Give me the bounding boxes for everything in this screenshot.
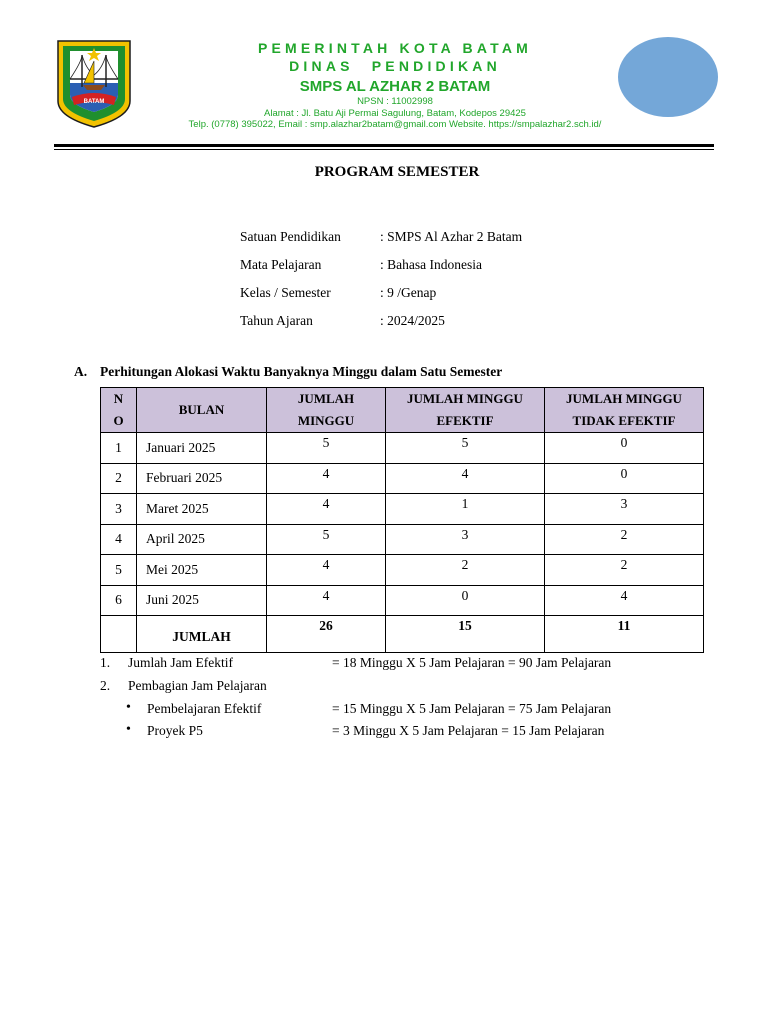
letterhead-department: DINAS PENDIDIKAN xyxy=(289,58,501,74)
cell-tidak-efektif: 2 xyxy=(545,555,704,586)
table-row xyxy=(101,524,704,555)
letterhead-divider-thick xyxy=(54,144,714,147)
table-row xyxy=(101,494,704,525)
cell-jumlah: 4 xyxy=(267,463,386,494)
cell-tidak-efektif: 3 xyxy=(545,494,704,525)
table-row xyxy=(101,585,704,616)
bullet-icon: • xyxy=(126,700,131,715)
section-heading xyxy=(74,364,502,380)
header-no: N O xyxy=(101,388,137,433)
letterhead-contact: Telp. (0778) 395022, Email : smp.alazhar2batam@gmail.com Website. https://smpalazhar2.sch.id/ xyxy=(188,119,602,130)
list-text-proyek-p5: Proyek P5 xyxy=(147,723,203,738)
cell-efektif: 1 xyxy=(386,494,545,525)
info-label-education-unit: Satuan Pendidikan xyxy=(240,229,341,244)
cell-total-jumlah: 26 xyxy=(267,616,386,653)
cell-bulan: Mei 2025 xyxy=(137,555,267,586)
info-value-class-semester: : 9 /Genap xyxy=(380,285,437,300)
cell-bulan: Juni 2025 xyxy=(137,585,267,616)
document-title: PROGRAM SEMESTER xyxy=(314,164,480,180)
cell-jumlah: 5 xyxy=(267,433,386,464)
cell-tidak-efektif: 0 xyxy=(545,463,704,494)
batam-city-emblem-icon xyxy=(56,39,132,129)
cell-total-tidak-efektif: 11 xyxy=(545,616,704,653)
table-header-row xyxy=(101,388,704,433)
cell-bulan: Maret 2025 xyxy=(137,494,267,525)
cell-total-empty xyxy=(101,616,137,653)
cell-total-label: JUMLAH xyxy=(137,616,267,653)
info-value-academic-year: : 2024/2025 xyxy=(380,313,445,328)
cell-tidak-efektif: 4 xyxy=(545,585,704,616)
cell-tidak-efektif: 0 xyxy=(545,433,704,464)
cell-no: 1 xyxy=(101,433,137,464)
section-title: Perhitungan Alokasi Waktu Banyaknya Minggu dalam Satu Semester xyxy=(100,364,503,379)
list-number-1: 1. xyxy=(100,655,111,670)
table-row xyxy=(101,463,704,494)
letterhead-school-name: SMPS AL AZHAR 2 BATAM xyxy=(299,78,491,95)
cell-efektif: 4 xyxy=(386,463,545,494)
cell-jumlah: 5 xyxy=(267,524,386,555)
letterhead-npsn: NPSN : 11002998 xyxy=(357,96,433,107)
cell-no: 3 xyxy=(101,494,137,525)
list-value-proyek-p5: = 3 Minggu X 5 Jam Pelajaran = 15 Jam Pelajaran xyxy=(332,723,605,738)
cell-efektif: 5 xyxy=(386,433,545,464)
cell-tidak-efektif: 2 xyxy=(545,524,704,555)
cell-bulan: April 2025 xyxy=(137,524,267,555)
cell-total-efektif: 15 xyxy=(386,616,545,653)
table-total-row xyxy=(101,616,704,653)
list-text-pembelajaran-efektif: Pembelajaran Efektif xyxy=(147,701,262,716)
list-value-jam-efektif: = 18 Minggu X 5 Jam Pelajaran = 90 Jam Pelajaran xyxy=(332,655,612,670)
cell-efektif: 2 xyxy=(386,555,545,586)
cell-jumlah: 4 xyxy=(267,494,386,525)
cell-bulan: Januari 2025 xyxy=(137,433,267,464)
table-row xyxy=(101,555,704,586)
info-label-subject: Mata Pelajaran xyxy=(240,257,322,272)
cell-no: 6 xyxy=(101,585,137,616)
table-row xyxy=(101,433,704,464)
header-minggu-tidak-efektif: JUMLAH MINGGU TIDAK EFEKTIF xyxy=(545,388,704,433)
info-label-academic-year: Tahun Ajaran xyxy=(240,313,313,328)
bullet-icon: • xyxy=(126,722,131,737)
cell-efektif: 0 xyxy=(386,585,545,616)
letterhead-government: PEMERINTAH KOTA BATAM xyxy=(257,40,533,56)
info-value-education-unit: : SMPS Al Azhar 2 Batam xyxy=(380,229,523,244)
header-bulan: BULAN xyxy=(137,388,267,433)
list-text-jam-efektif: Jumlah Jam Efektif xyxy=(128,655,233,670)
list-number-2: 2. xyxy=(100,678,111,693)
header-jumlah-minggu: JUMLAH MINGGU xyxy=(267,388,386,433)
cell-no: 2 xyxy=(101,463,137,494)
cell-no: 5 xyxy=(101,555,137,586)
cell-bulan: Februari 2025 xyxy=(137,463,267,494)
header-minggu-efektif: JUMLAH MINGGU EFEKTIF xyxy=(386,388,545,433)
logo-text: BATAM xyxy=(83,99,105,105)
letterhead-address: Alamat : Jl. Batu Aji Permai Sagulung, Batam, Kodepos 29425 xyxy=(264,108,526,119)
info-label-class-semester: Kelas / Semester xyxy=(240,285,331,300)
list-text-pembagian: Pembagian Jam Pelajaran xyxy=(128,678,267,693)
cell-jumlah: 4 xyxy=(267,585,386,616)
cell-efektif: 3 xyxy=(386,524,545,555)
photo-placeholder-oval xyxy=(618,37,718,117)
cell-no: 4 xyxy=(101,524,137,555)
info-value-subject: : Bahasa Indonesia xyxy=(380,257,482,272)
letterhead-divider-thin xyxy=(54,149,714,150)
list-value-pembelajaran-efektif: = 15 Minggu X 5 Jam Pelajaran = 75 Jam Pelajaran xyxy=(332,701,612,716)
cell-jumlah: 4 xyxy=(267,555,386,586)
section-number: A. xyxy=(74,364,88,379)
week-allocation-table xyxy=(100,387,704,653)
